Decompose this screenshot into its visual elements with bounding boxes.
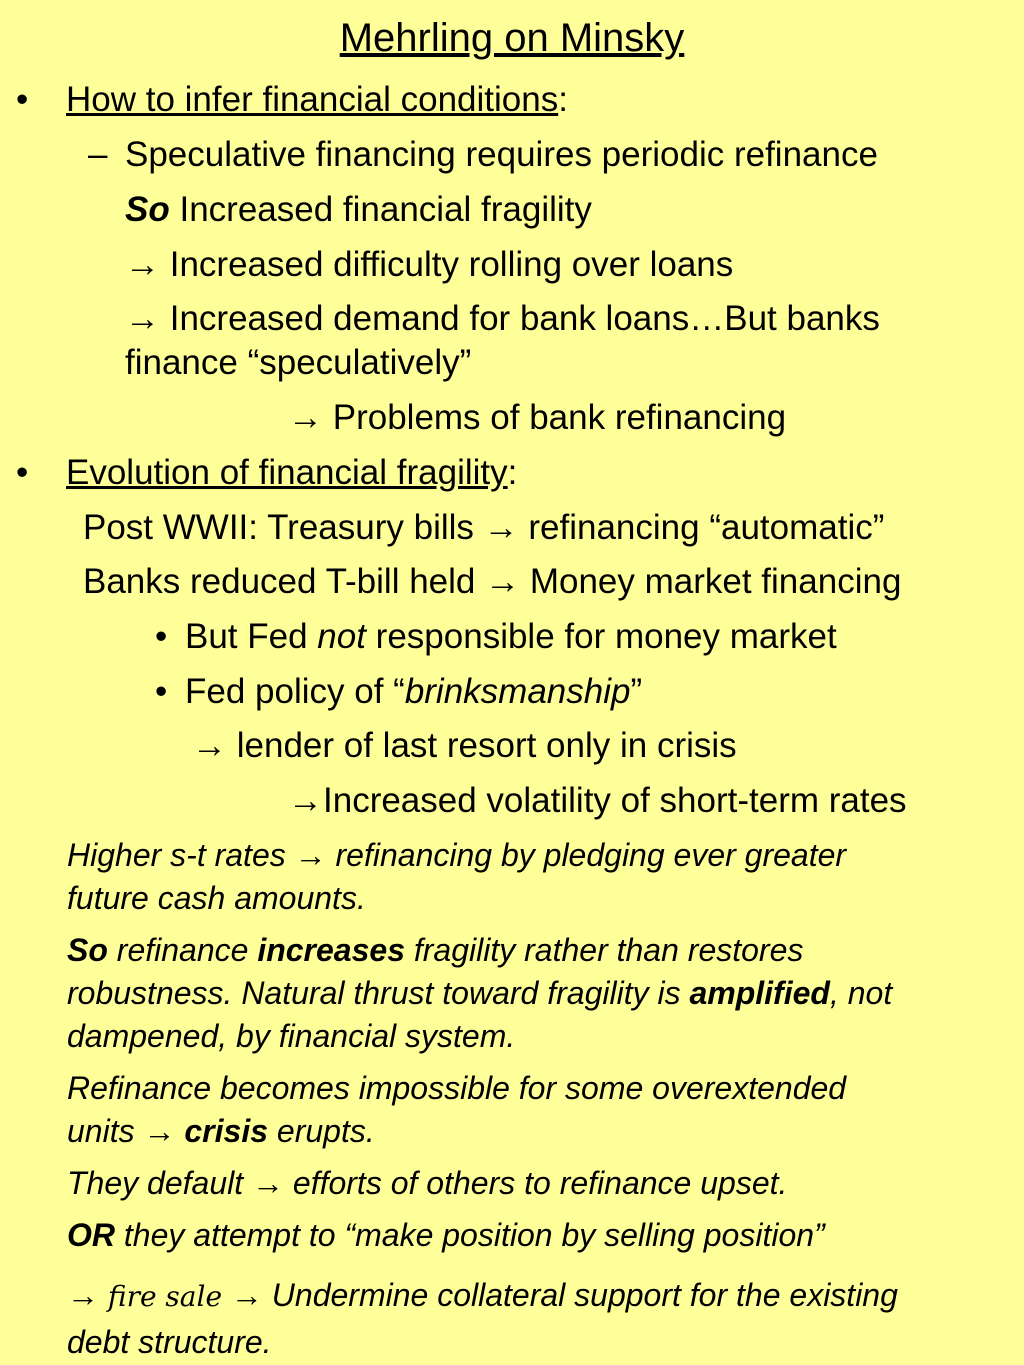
arrow-icon: → — [483, 508, 519, 547]
rolling-text: Increased difficulty rolling over loans — [169, 245, 734, 284]
line-make-position — [67, 1214, 825, 1257]
line-fed-not-responsible — [185, 615, 837, 659]
tbill-text: Banks reduced T-bill held — [83, 562, 476, 601]
fed-text: But Fed — [185, 617, 318, 656]
line-speculative-financing: Speculative financing requires periodic refinance — [125, 135, 878, 174]
not-text: not — [317, 617, 366, 656]
line-volatility — [288, 779, 907, 823]
so-label: So — [67, 932, 108, 968]
not-text: , not — [829, 975, 893, 1011]
default-text: They default — [67, 1165, 244, 1201]
demand-text: Increased demand for bank loans…But banks — [169, 299, 880, 338]
fragility-text: Increased financial fragility — [179, 190, 592, 229]
arrow-icon: → — [230, 1277, 263, 1313]
line-finance-speculatively: finance “speculatively” — [125, 343, 472, 382]
line-robustness — [67, 972, 892, 1015]
line-rolling-over — [125, 243, 733, 287]
section-heading-financial-conditions — [66, 78, 568, 122]
line-bank-refinancing — [288, 396, 786, 440]
sub-bullet-icon: • — [155, 617, 168, 656]
arrow-icon: → — [288, 398, 323, 437]
arrow-icon: → — [288, 781, 323, 820]
arrow-icon: → — [294, 837, 327, 873]
pledging-text: refinancing by pledging ever greater — [335, 837, 847, 873]
fed-policy-text: Fed policy of “ — [185, 672, 405, 711]
line-demand-bank-loans — [125, 297, 880, 341]
efforts-text: efforts of others to refinance upset. — [292, 1165, 788, 1201]
restores-text: fragility rather than restores — [413, 932, 804, 968]
line-tbill — [83, 560, 901, 604]
crisis-text: crisis — [184, 1113, 268, 1149]
arrow-icon: → — [143, 1113, 176, 1149]
money-market-text: Money market financing — [529, 562, 902, 601]
section-heading-evolution — [66, 451, 517, 495]
arrow-icon: → — [252, 1165, 284, 1201]
line-debt-structure: debt structure. — [67, 1324, 272, 1360]
or-label: OR — [67, 1217, 115, 1253]
responsible-text: responsible for money market — [365, 617, 837, 656]
arrow-icon: → — [192, 726, 227, 765]
increases-text: increases — [257, 932, 405, 968]
line-dampened: dampened, by financial system. — [67, 1018, 516, 1054]
line-future-cash: future cash amounts. — [67, 880, 366, 916]
heading-colon: : — [507, 453, 518, 492]
arrow-icon: → — [485, 562, 521, 601]
automatic-text: refinancing “automatic” — [528, 508, 885, 547]
line-fire-sale — [67, 1274, 898, 1318]
problems-text: Problems of bank refinancing — [332, 398, 787, 437]
erupts-text: erupts. — [276, 1113, 375, 1149]
amplified-text: amplified — [689, 975, 830, 1011]
heading-text: Evolution of financial fragility — [66, 453, 508, 492]
line-lender-last-resort — [192, 724, 737, 768]
arrow-icon: → — [125, 245, 160, 284]
fire-sale-text: fire sale — [107, 1280, 223, 1313]
units-text: units — [67, 1113, 135, 1149]
heading-colon: : — [558, 80, 568, 119]
dash-icon: – — [88, 135, 108, 174]
line-brinksmanship — [185, 670, 642, 714]
heading-text: How to infer financial conditions — [66, 80, 559, 119]
line-crisis-erupts — [67, 1110, 375, 1153]
line-refinance-increases — [67, 929, 803, 972]
slide-title: Mehrling on Minsky — [339, 16, 685, 60]
line-fragility — [125, 188, 592, 232]
bullet-icon: • — [16, 80, 29, 119]
undermine-text: Undermine collateral support for the existing — [271, 1277, 898, 1313]
post-wwii-text: Post WWII: Treasury bills — [83, 508, 474, 547]
sub-bullet-icon: • — [155, 672, 168, 711]
so-label: So — [125, 190, 170, 229]
line-default — [67, 1162, 787, 1205]
close-quote: ” — [630, 672, 643, 711]
lender-text: lender of last resort only in crisis — [236, 726, 737, 765]
brinksmanship-text: brinksmanship — [404, 672, 631, 711]
make-position-text: they attempt to “make position by selling position” — [123, 1217, 825, 1253]
higher-rates-text: Higher s-t rates — [67, 837, 286, 873]
line-higher-rates — [67, 834, 846, 877]
robustness-text: robustness. Natural thrust toward fragility is — [67, 975, 681, 1011]
volatility-text: Increased volatility of short-term rates — [323, 781, 907, 820]
arrow-icon: → — [125, 299, 160, 338]
line-refinance-impossible: Refinance becomes impossible for some overextended — [67, 1070, 847, 1106]
bullet-icon: • — [16, 453, 29, 492]
arrow-icon: → — [67, 1277, 99, 1313]
line-post-wwii — [83, 506, 884, 550]
refinance-text: refinance — [116, 932, 249, 968]
